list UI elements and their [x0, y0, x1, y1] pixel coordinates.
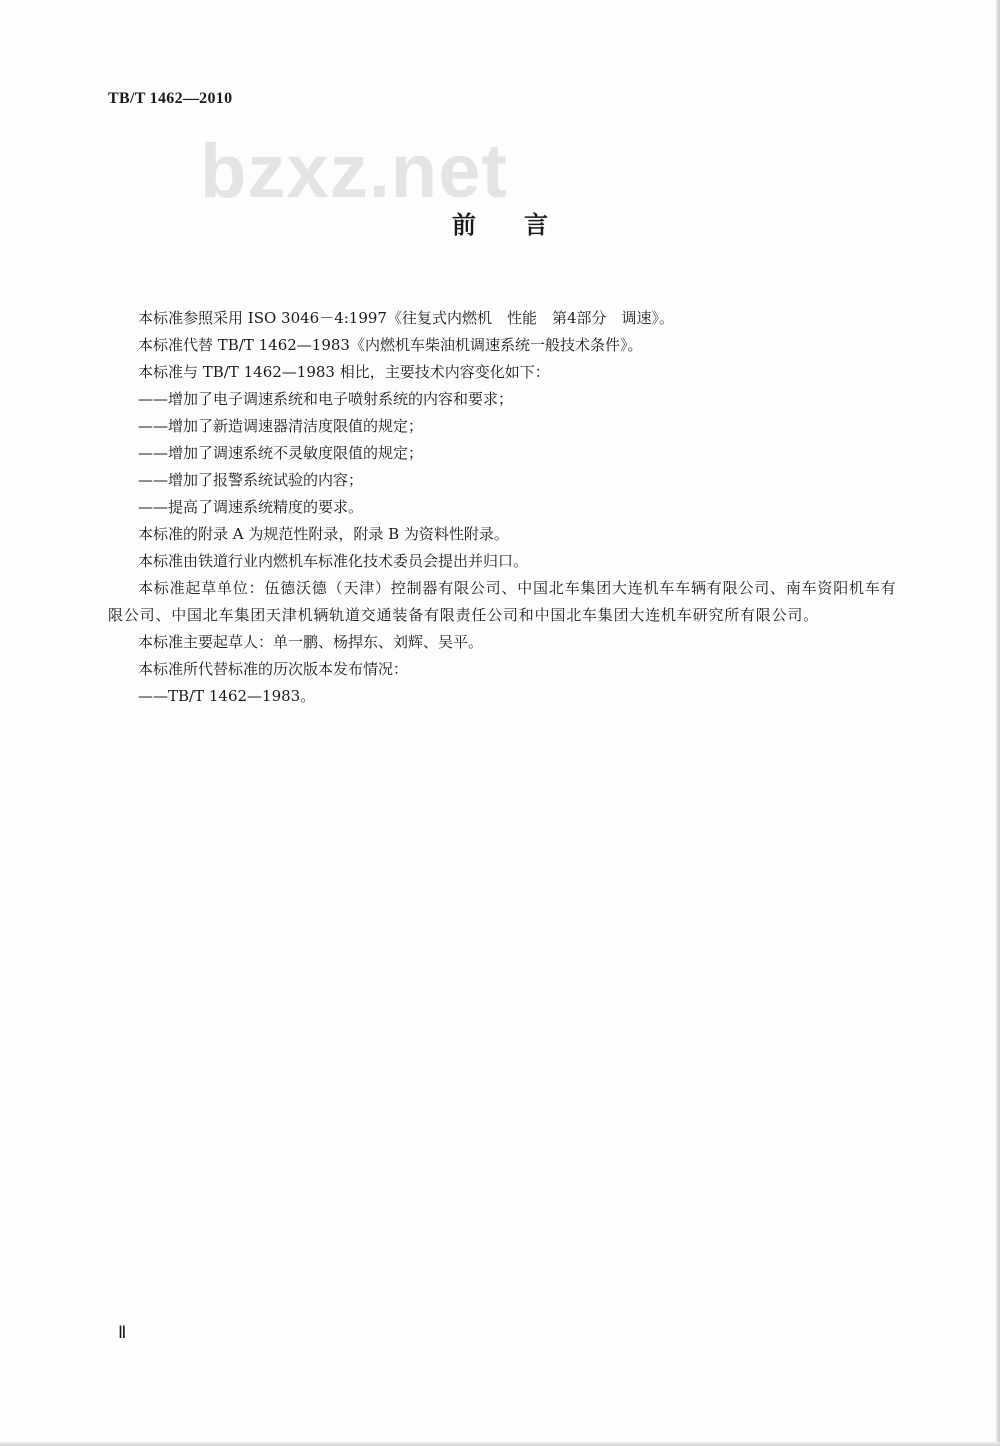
page-edge-shadow: [0, 1442, 1000, 1446]
paragraph: 本标准所代替标准的历次版本发布情况：: [138, 660, 409, 678]
paragraph: 本标准与 TB/T 1462—1983 相比，主要技术内容变化如下：: [138, 363, 550, 381]
list-item: ——增加了电子调速系统和电子喷射系统的内容和要求；: [138, 390, 514, 408]
list-item: ——提高了调速系统精度的要求。: [138, 498, 364, 516]
list-item: ——增加了新造调速器清洁度限值的规定；: [138, 417, 424, 435]
foreword-body: [108, 305, 908, 710]
page-title: 前言: [452, 211, 596, 239]
paragraph: 本标准参照采用 ISO 3046－4:1997《往复式内燃机 性能 第4部分 调速》。: [138, 309, 675, 327]
standard-code: TB/T 1462—2010: [108, 90, 233, 107]
page-edge-shadow: [996, 0, 1000, 1446]
paragraph: 本标准主要起草人：单一鹏、杨捍东、刘辉、吴平。: [138, 633, 484, 651]
watermark: bzxz.net: [200, 129, 508, 214]
page-number: Ⅱ: [118, 1323, 127, 1342]
paragraph: 本标准由铁道行业内燃机车标准化技术委员会提出并归口。: [138, 552, 529, 570]
paragraph: 本标准代替 TB/T 1462—1983《内燃机车柴油机调速系统一般技术条件》。: [138, 336, 643, 354]
paragraph: 本标准的附录 A 为规范性附录，附录 B 为资料性附录。: [138, 525, 509, 543]
list-item: ——增加了调速系统不灵敏度限值的规定；: [138, 444, 424, 462]
list-item: ——增加了报警系统试验的内容；: [138, 471, 364, 489]
list-item: ——TB/T 1462—1983。: [138, 687, 316, 705]
paragraph: 本标准起草单位：伍德沃德（天津）控制器有限公司、中国北车集团大连机车车辆有限公司、南车资阳机车有限公司、中国北车集团天津机辆轨道交通装备有限责任公司和中国北车集团大连机车研究所有限公司。: [108, 579, 897, 624]
